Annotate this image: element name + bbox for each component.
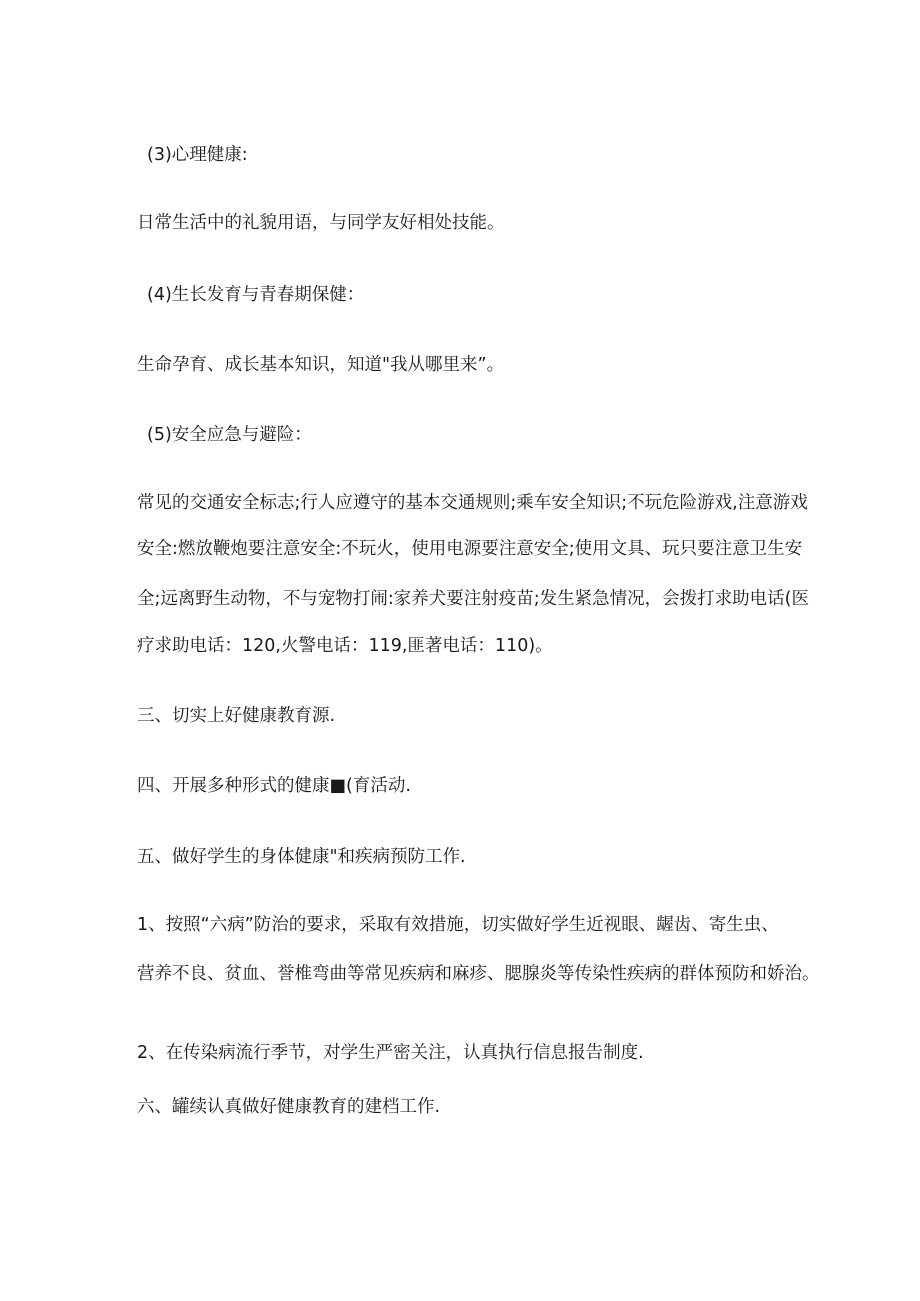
section-four-heading: 四、开展多种形式的健康■(育活动. [137, 776, 411, 796]
section-five-heading: 五、做好学生的身体健康"和疾病预防工作. [137, 847, 466, 867]
section-three-heading: 三、切实上好健康教育源. [137, 706, 336, 726]
paragraph-safety-line-2: 安全:燃放鞭炮要注意安全:不玩火，使用电源要注意安全;使用文具、玩只要注意卫生安 [137, 539, 803, 559]
item-one-line-1: 1、按照“六病”防治的要求，采取有效措施，切实做好学生近视眼、龌齿、寄生虫、 [137, 915, 779, 935]
section-six-heading: 六、罐续认真做好健康教育的建档工作. [137, 1097, 441, 1117]
paragraph-safety-line-1: 常见的交通安全标志;行人应遵守的基本交通规则;乘车安全知识;不玩危险游戏,注意游戏 [137, 493, 808, 513]
heading-safety: (5)安全应急与避险： [147, 425, 312, 445]
item-one-line-2: 营养不良、贫血、誉椎弯曲等常见疾病和麻疹、腮腺炎等传染性疾病的群体预防和娇治。 [137, 964, 820, 984]
paragraph-mental-health: 日常生活中的礼貌用语，与同学友好相处技能。 [137, 213, 505, 233]
heading-mental-health: (3)心理健康: [147, 145, 248, 165]
paragraph-safety-line-3: 全;远离野生动物，不与宠物打闹:家养犬要注射疫苗;发生紧急情况，会拨打求助电话(医 [137, 589, 810, 609]
paragraph-safety-line-4: 疗求助电话：120,火警电话：119,匪著电话：110)。 [137, 636, 553, 656]
item-two: 2、在传染病流行季节，对学生严密关注，认真执行信息报告制度. [137, 1043, 644, 1063]
heading-growth-puberty: (4)生长发育与青春期保健： [147, 285, 365, 305]
paragraph-growth-puberty: 生命孕育、成长基本知识，知道"我从哪里来”。 [137, 355, 505, 375]
